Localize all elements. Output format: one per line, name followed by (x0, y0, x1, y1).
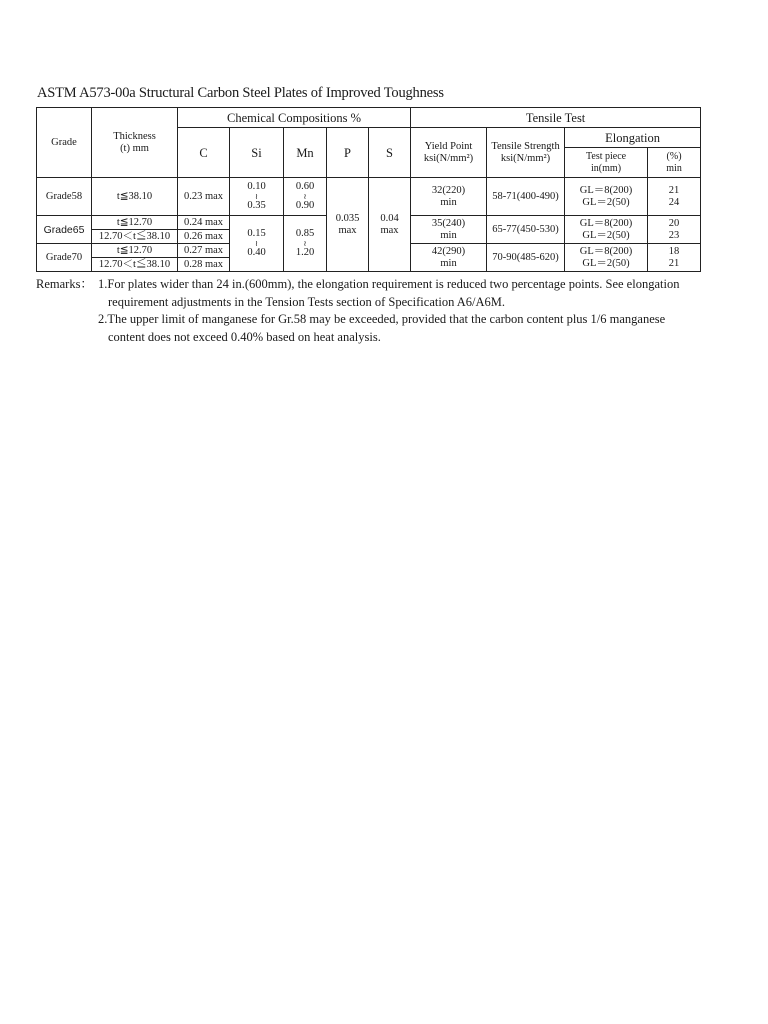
tensile-strength-cell: 65-77(450-530) (487, 216, 565, 244)
header-c: C (178, 128, 230, 178)
yield-point-cell: 32(220) min (411, 178, 487, 216)
remarks (36, 276, 736, 346)
remark-text: 1.For plates wider than 24 in.(600mm), the elongation requirement is reduced two percentage points. See elongation (98, 277, 680, 291)
remark-item (36, 311, 736, 346)
thickness-cell: t≦38.10 (92, 178, 178, 216)
manganese-range: 0.85 ≀ 1.20 (284, 216, 327, 272)
spec-table (36, 107, 701, 272)
elongation-cell: 20 23 (648, 216, 701, 244)
header-tensile-test: Tensile Test (411, 108, 701, 128)
header-elongation: Elongation (565, 128, 701, 148)
header-grade: Grade (37, 108, 92, 178)
header-test-piece: Test piece in(mm) (565, 148, 648, 178)
manganese-range: 0.60 ≀ 0.90 (284, 178, 327, 216)
header-s: S (369, 128, 411, 178)
document-title: ASTM A573-00a Structural Carbon Steel Plates of Improved Toughness (37, 85, 444, 101)
gauge-length-cell: GL＝8(200) GL＝2(50) (565, 216, 648, 244)
gauge-length-cell: GL＝8(200) GL＝2(50) (565, 178, 648, 216)
thickness-cell: t≦12.70 (92, 244, 178, 258)
remark-text: 2.The upper limit of manganese for Gr.58 may be exceeded, provided that the carbon content plus 1/6 manganese (98, 312, 666, 326)
header-chemical-compositions: Chemical Compositions % (178, 108, 411, 128)
header-mn: Mn (284, 128, 327, 178)
grade-cell: Grade70 (37, 244, 92, 272)
header-si: Si (230, 128, 284, 178)
remark-text-continued: content does not exceed 0.40% based on heat analysis. (108, 329, 381, 344)
sulfur-cell: 0.04 max (369, 178, 411, 272)
thickness-cell: 12.70＜t≦38.10 (92, 230, 178, 244)
yield-point-cell: 42(290) min (411, 244, 487, 272)
header-p: P (327, 128, 369, 178)
carbon-cell: 0.23 max (178, 178, 230, 216)
remark-item (36, 276, 736, 311)
gauge-length-cell: GL＝8(200) GL＝2(50) (565, 244, 648, 272)
silicon-range: 0.15 ≀ 0.40 (230, 216, 284, 272)
remarks-label: Remarks： (36, 277, 93, 291)
silicon-range: 0.10 ≀ 0.35 (230, 178, 284, 216)
header-yield-point: Yield Point ksi(N/mm²) (411, 128, 487, 178)
yield-point-cell: 35(240) min (411, 216, 487, 244)
carbon-cell: 0.24 max (178, 216, 230, 230)
phosphorus-cell: 0.035 max (327, 178, 369, 272)
header-percent-min: (%) min (648, 148, 701, 178)
remark-text-continued: requirement adjustments in the Tension Tests section of Specification A6/A6M. (108, 294, 506, 309)
elongation-cell: 21 24 (648, 178, 701, 216)
tensile-strength-cell: 58-71(400-490) (487, 178, 565, 216)
thickness-cell: t≦12.70 (92, 216, 178, 230)
thickness-cell: 12.70＜t≦38.10 (92, 258, 178, 272)
carbon-cell: 0.27 max (178, 244, 230, 258)
grade-cell: Grade65 (37, 216, 92, 244)
tensile-strength-cell: 70-90(485-620) (487, 244, 565, 272)
elongation-cell: 18 21 (648, 244, 701, 272)
header-thickness: Thickness (t) mm (92, 108, 178, 178)
header-tensile-strength: Tensile Strength ksi(N/mm²) (487, 128, 565, 178)
carbon-cell: 0.28 max (178, 258, 230, 272)
grade-cell: Grade58 (37, 178, 92, 216)
carbon-cell: 0.26 max (178, 230, 230, 244)
